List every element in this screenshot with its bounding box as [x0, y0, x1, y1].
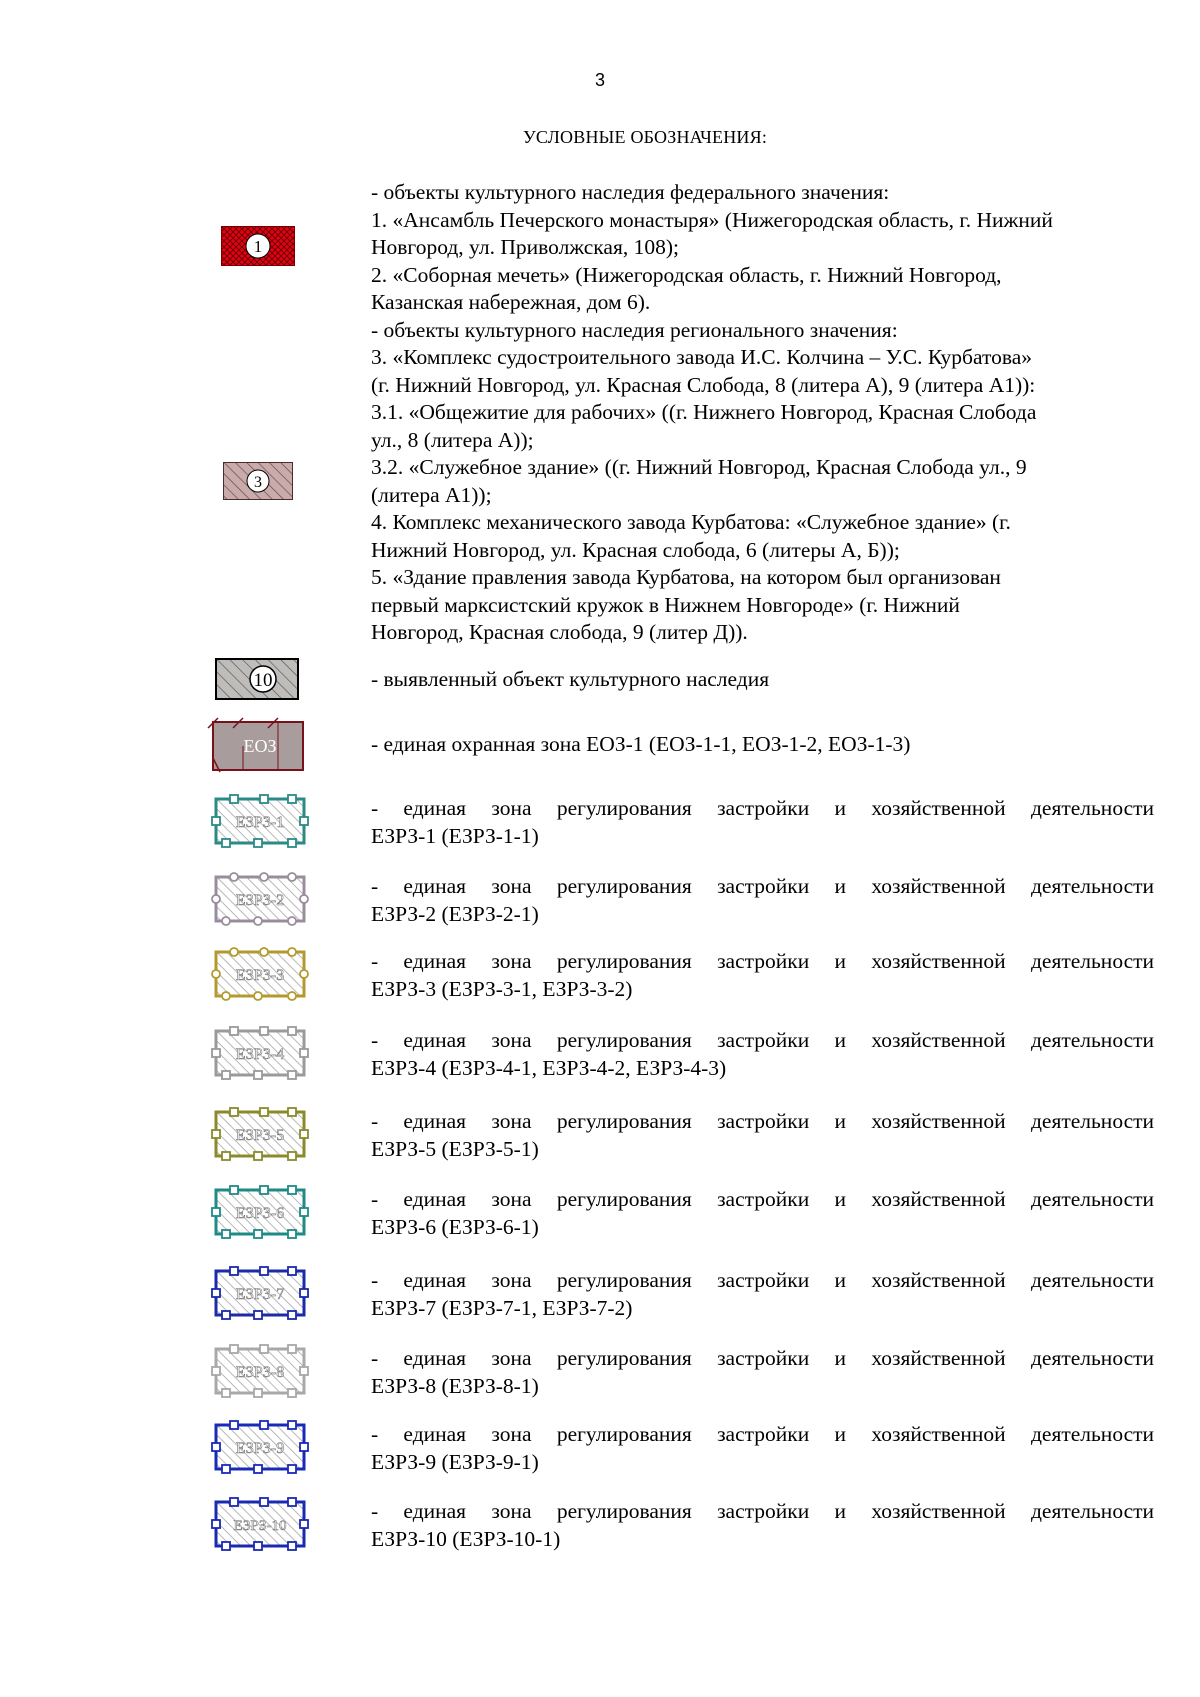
zone-symbol: [208, 1341, 312, 1401]
zone-marker: [288, 873, 296, 881]
federal-heritage-symbol: [221, 226, 295, 266]
zone-marker: [254, 992, 262, 1000]
zone-marker: [288, 1389, 296, 1397]
heritage-line: 3.2. «Служебное здание» ((г. Нижний Новгород, Красная Слобода ул., 9: [371, 455, 1027, 479]
zone-word: деятельности: [1030, 1268, 1155, 1292]
zone-word: застройки: [717, 1422, 810, 1446]
zone-word: - единая: [371, 949, 467, 973]
zone-marker: [222, 1152, 230, 1160]
zone-marker: [222, 1230, 230, 1238]
zone-marker: [254, 1389, 262, 1397]
zone-marker: [222, 1465, 230, 1473]
zone-marker: [288, 1108, 296, 1116]
zone-symbol-label: ЕЗРЗ-4: [235, 1046, 285, 1063]
zone-description-line1: [371, 1345, 1154, 1373]
zone-description-line1: [371, 873, 1154, 901]
zone-word: - единая: [371, 1422, 467, 1446]
zone-word: и: [834, 949, 847, 973]
heritage-line: 3.1. «Общежитие для рабочих» ((г. Нижнего Новгород, Красная Слобода: [371, 400, 1037, 424]
heritage-line: 1. «Ансамбль Печерского монастыря» (Нижегородская область, г. Нижний: [371, 207, 1053, 232]
zone-symbol-label: ЕЗРЗ-10: [233, 1518, 287, 1534]
zone-word: деятельности: [1030, 874, 1155, 898]
zone-marker: [300, 1208, 308, 1216]
zone-word: застройки: [717, 796, 810, 820]
zone-description-line1: [371, 795, 1154, 823]
heritage-line: Новгород, ул. Приволжская, 108);: [371, 235, 679, 259]
zone-word: деятельности: [1030, 1028, 1155, 1052]
zone-word: и: [834, 1499, 847, 1523]
zone-marker: [300, 1049, 308, 1057]
zone-word: деятельности: [1030, 1346, 1155, 1370]
zone-word: деятельности: [1030, 796, 1155, 820]
zone-word: застройки: [717, 1109, 810, 1133]
zone-word: и: [834, 1346, 847, 1370]
zone-word: деятельности: [1030, 1109, 1155, 1133]
zone-symbol-label: ЕЗРЗ-2: [235, 892, 285, 909]
zone-marker: [222, 1311, 230, 1319]
zone-description: [371, 1498, 1154, 1553]
zone-word: и: [834, 1187, 847, 1211]
zone-description: [371, 1186, 1154, 1241]
heritage-line: (литера А1));: [371, 482, 492, 507]
zone-word: и: [834, 1422, 847, 1446]
zone-marker: [260, 1186, 268, 1194]
zone-symbol-label: ЕЗРЗ-3: [235, 967, 285, 984]
zone-description: [371, 1345, 1154, 1400]
eoz-symbol: [208, 718, 308, 772]
identified-heritage-text: - выявленный объект культурного наследия: [371, 667, 770, 691]
zone-description: [371, 1267, 1154, 1322]
zone-word: застройки: [717, 1028, 810, 1052]
zone-marker: [254, 917, 262, 925]
zone-word: хозяйственной: [871, 1499, 1006, 1523]
zone-word: деятельности: [1030, 1422, 1155, 1446]
zone-marker: [230, 873, 238, 881]
zone-marker: [288, 795, 296, 803]
zone-description: [371, 948, 1154, 1003]
zone-marker: [254, 839, 262, 847]
heritage-line: - объекты культурного наследия федерального значения:: [371, 180, 890, 204]
zone-marker: [288, 992, 296, 1000]
federal-symbol-label: 1: [253, 237, 263, 256]
zone-word: застройки: [717, 949, 810, 973]
regional-symbol-label: 3: [254, 474, 262, 491]
zone-marker: [300, 817, 308, 825]
zone-marker: [288, 1311, 296, 1319]
zone-word: деятельности: [1030, 1499, 1155, 1523]
zone-word: - единая: [371, 874, 467, 898]
zone-marker: [288, 1345, 296, 1353]
zone-word: хозяйственной: [871, 1187, 1006, 1211]
zone-marker: [288, 1152, 296, 1160]
zone-word: - единая: [371, 1346, 467, 1370]
zone-marker: [222, 992, 230, 1000]
zone-word: - единая: [371, 1109, 467, 1133]
identified-heritage-symbol: [215, 658, 299, 700]
zone-description-line2: ЕЗРЗ-2 (ЕЗРЗ-2-1): [371, 901, 539, 926]
zone-description-line2: ЕЗРЗ-4 (ЕЗРЗ-4-1, ЕЗРЗ-4-2, ЕЗРЗ-4-3): [371, 1055, 727, 1080]
zone-description: [371, 1108, 1154, 1163]
zone-marker: [288, 917, 296, 925]
heritage-line: 4. Комплекс механического завода Курбатова: «Служебное здание» (г.: [371, 510, 1011, 534]
zone-word: застройки: [717, 874, 810, 898]
zone-marker: [288, 1542, 296, 1550]
zone-marker: [212, 1367, 220, 1375]
zone-word: - единая: [371, 1499, 467, 1523]
zone-marker: [230, 1027, 238, 1035]
zone-symbol: [208, 1023, 312, 1083]
zone-marker: [260, 1267, 268, 1275]
zone-word: регулирования: [556, 1422, 692, 1446]
zone-description: [371, 795, 1154, 850]
zone-marker: [222, 917, 230, 925]
zone-word: зона: [491, 1109, 532, 1133]
zone-marker: [300, 1367, 308, 1375]
zone-description-line1: [371, 1498, 1154, 1526]
zone-marker: [260, 948, 268, 956]
zone-marker: [288, 1465, 296, 1473]
zone-marker: [254, 1542, 262, 1550]
zone-marker: [260, 1345, 268, 1353]
zone-word: регулирования: [556, 1028, 692, 1052]
page-number: 3: [594, 70, 605, 90]
zone-marker: [230, 1108, 238, 1116]
zone-description-line2: ЕЗРЗ-7 (ЕЗРЗ-7-1, ЕЗРЗ-7-2): [371, 1295, 633, 1320]
zone-marker: [212, 1049, 220, 1057]
zone-word: хозяйственной: [871, 874, 1006, 898]
zone-marker: [288, 948, 296, 956]
zone-description-line1: [371, 1108, 1154, 1136]
zone-marker: [212, 1520, 220, 1528]
zone-symbol-label: ЕЗРЗ-9: [235, 1440, 285, 1457]
zone-symbol: [208, 791, 312, 851]
zone-symbol-label: ЕЗРЗ-6: [235, 1205, 285, 1222]
zone-symbol-label: ЕЗРЗ-7: [235, 1286, 285, 1303]
heritage-line: (г. Нижний Новгород, ул. Красная Слобода, 8 (литера А), 9 (литера А1)):: [371, 372, 1036, 397]
zone-word: регулирования: [556, 1346, 692, 1370]
zone-word: застройки: [717, 1187, 810, 1211]
zone-marker: [230, 1186, 238, 1194]
zone-marker: [300, 970, 308, 978]
zone-marker: [212, 1208, 220, 1216]
zone-marker: [288, 839, 296, 847]
zone-marker: [260, 795, 268, 803]
zone-marker: [300, 1289, 308, 1297]
heritage-line: 5. «Здание правления завода Курбатова, на котором был организован: [371, 565, 1001, 589]
zone-description-line2: ЕЗРЗ-1 (ЕЗРЗ-1-1): [371, 823, 539, 848]
zone-word: и: [834, 796, 847, 820]
zone-marker: [212, 895, 220, 903]
zone-symbol: [208, 1494, 312, 1554]
zone-marker: [230, 1267, 238, 1275]
zone-marker: [254, 1071, 262, 1079]
zone-word: регулирования: [556, 949, 692, 973]
zone-word: и: [834, 1268, 847, 1292]
zone-word: хозяйственной: [871, 1028, 1006, 1052]
zone-symbol: [208, 1263, 312, 1323]
zone-word: и: [834, 874, 847, 898]
zone-word: зона: [491, 1028, 532, 1052]
zone-word: - единая: [371, 1268, 467, 1292]
zone-word: зона: [491, 874, 532, 898]
eoz-symbol-label: ЕОЗ: [243, 736, 277, 756]
zone-description: [371, 1027, 1154, 1082]
heritage-line: Новгород, Красная слобода, 9 (литер Д)).: [371, 620, 748, 644]
zone-word: застройки: [717, 1268, 810, 1292]
zone-marker: [288, 1267, 296, 1275]
zone-description-line2: ЕЗРЗ-8 (ЕЗРЗ-8-1): [371, 1373, 539, 1398]
heritage-line: первый марксистский кружок в Нижнем Новгороде» (г. Нижний: [371, 592, 960, 617]
identified-symbol-label: 10: [253, 670, 273, 691]
heritage-line: 2. «Соборная мечеть» (Нижегородская область, г. Нижний Новгород,: [371, 262, 1002, 287]
zone-marker: [260, 873, 268, 881]
zone-marker: [260, 1498, 268, 1506]
zone-word: деятельности: [1030, 1187, 1155, 1211]
zone-word: регулирования: [556, 1109, 692, 1133]
zone-marker: [254, 1465, 262, 1473]
zone-marker: [230, 1498, 238, 1506]
zone-marker: [230, 795, 238, 803]
zone-symbol: [208, 944, 312, 1004]
zone-word: зона: [491, 1346, 532, 1370]
zone-description-line1: [371, 1027, 1154, 1055]
zone-word: зона: [491, 796, 532, 820]
zone-word: хозяйственной: [871, 1422, 1006, 1446]
zone-description-line2: ЕЗРЗ-10 (ЕЗРЗ-10-1): [371, 1526, 561, 1551]
zone-word: застройки: [717, 1346, 810, 1370]
zone-word: и: [834, 1109, 847, 1133]
heritage-line: Казанская набережная, дом 6).: [371, 290, 651, 314]
zone-word: и: [834, 1028, 847, 1052]
zone-symbol-label: ЕЗРЗ-8: [235, 1364, 285, 1381]
zone-marker: [212, 1289, 220, 1297]
zone-description-line2: ЕЗРЗ-6 (ЕЗРЗ-6-1): [371, 1214, 539, 1239]
zone-symbol-label: ЕЗРЗ-1: [235, 814, 285, 831]
zone-marker: [222, 1071, 230, 1079]
zone-description: [371, 1421, 1154, 1476]
zone-word: - единая: [371, 1187, 467, 1211]
zone-symbol: [208, 1104, 312, 1164]
zone-marker: [230, 1421, 238, 1429]
zone-word: застройки: [717, 1499, 810, 1523]
zone-word: зона: [491, 1187, 532, 1211]
zone-marker: [300, 895, 308, 903]
zone-word: регулирования: [556, 874, 692, 898]
heritage-line: ул., 8 (литера А));: [371, 427, 534, 452]
zone-marker: [212, 1130, 220, 1138]
zone-word: зона: [491, 1499, 532, 1523]
zone-marker: [230, 948, 238, 956]
zone-marker: [230, 1345, 238, 1353]
zone-marker: [222, 839, 230, 847]
zone-description-line1: [371, 1421, 1154, 1449]
zone-symbol: [208, 1182, 312, 1242]
zone-word: регулирования: [556, 1499, 692, 1523]
zone-word: хозяйственной: [871, 1109, 1006, 1133]
zone-word: - единая: [371, 1028, 467, 1052]
zone-marker: [288, 1230, 296, 1238]
zone-word: - единая: [371, 796, 467, 820]
zone-marker: [260, 1108, 268, 1116]
regional-heritage-symbol: [223, 462, 293, 500]
zone-description-line2: ЕЗРЗ-5 (ЕЗРЗ-5-1): [371, 1136, 539, 1161]
zone-marker: [260, 1027, 268, 1035]
zone-marker: [288, 1027, 296, 1035]
zone-word: хозяйственной: [871, 796, 1006, 820]
zone-description: [371, 873, 1154, 928]
zone-marker: [254, 1230, 262, 1238]
zone-marker: [288, 1186, 296, 1194]
zone-marker: [212, 817, 220, 825]
zone-description-line1: [371, 1186, 1154, 1214]
legend-title: УСЛОВНЫЕ ОБОЗНАЧЕНИЯ:: [522, 127, 768, 147]
eoz-text: - единая охранная зона ЕОЗ-1 (ЕОЗ-1-1, ЕОЗ-1-2, ЕОЗ-1-3): [371, 732, 911, 756]
zone-marker: [300, 1443, 308, 1451]
heritage-line: Нижний Новгород, ул. Красная слобода, 6 (литеры А, Б));: [371, 537, 900, 562]
zone-word: зона: [491, 1422, 532, 1446]
zone-marker: [254, 1152, 262, 1160]
zone-word: регулирования: [556, 796, 692, 820]
zone-marker: [260, 1421, 268, 1429]
zone-word: регулирования: [556, 1268, 692, 1292]
zone-symbol-label: ЕЗРЗ-5: [235, 1127, 285, 1144]
zone-description-line2: ЕЗРЗ-9 (ЕЗРЗ-9-1): [371, 1449, 539, 1474]
zone-marker: [300, 1520, 308, 1528]
zone-marker: [212, 1443, 220, 1451]
zone-symbol: [208, 1417, 312, 1477]
zone-marker: [288, 1071, 296, 1079]
zone-marker: [288, 1421, 296, 1429]
zone-marker: [300, 1130, 308, 1138]
zone-word: хозяйственной: [871, 1346, 1006, 1370]
zone-word: хозяйственной: [871, 1268, 1006, 1292]
zone-word: зона: [491, 1268, 532, 1292]
zone-description-line1: [371, 948, 1154, 976]
heritage-line: - объекты культурного наследия регионального значения:: [371, 317, 898, 342]
zone-word: хозяйственной: [871, 949, 1006, 973]
zone-marker: [222, 1542, 230, 1550]
zone-word: регулирования: [556, 1187, 692, 1211]
zone-marker: [212, 970, 220, 978]
zone-word: зона: [491, 949, 532, 973]
zone-marker: [288, 1498, 296, 1506]
heritage-description: [371, 179, 1154, 647]
zone-description-line2: ЕЗРЗ-3 (ЕЗРЗ-3-1, ЕЗРЗ-3-2): [371, 976, 633, 1001]
zone-marker: [254, 1311, 262, 1319]
zone-description-line1: [371, 1267, 1154, 1295]
zone-marker: [222, 1389, 230, 1397]
zone-word: деятельности: [1030, 949, 1155, 973]
zone-symbol: [208, 869, 312, 929]
heritage-line: 3. «Комплекс судостроительного завода И.С. Колчина – У.С. Курбатова»: [371, 345, 1032, 369]
